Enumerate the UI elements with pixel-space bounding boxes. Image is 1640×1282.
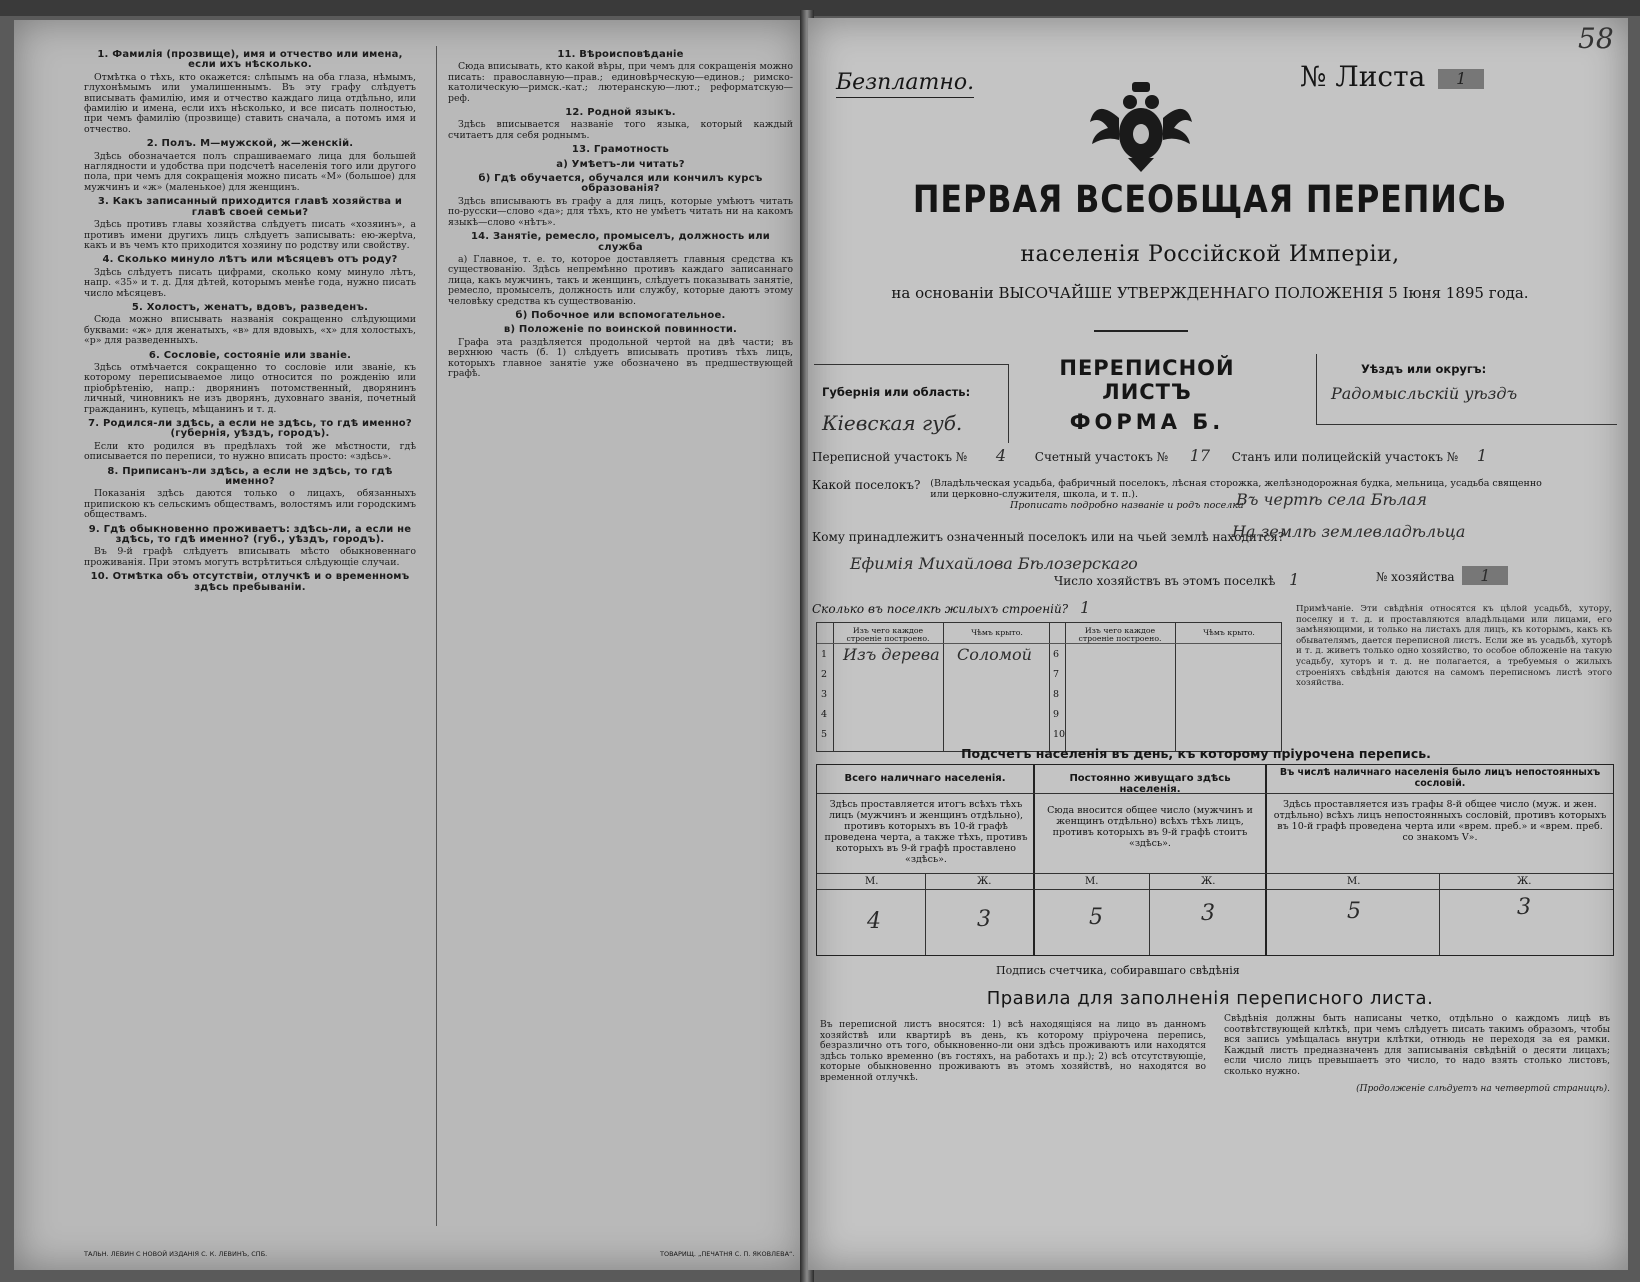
poselok-label: Какой поселокъ? (812, 478, 921, 492)
buildings-row-num: 4 (821, 709, 828, 720)
households-label: Число хозяйствъ въ этомъ поселкѣ (1054, 574, 1276, 588)
instruction-heading: 8. Приписанъ-ли здѣсь, а если не здѣсь, то гдѣ именно? (107, 465, 393, 488)
perepisnoy-label: Переписной участокъ № (812, 450, 968, 464)
buildings-row-num: 9 (1053, 709, 1060, 720)
buildings-col-material: Изъ чего каждое строеніе построено. (846, 626, 930, 643)
instruction-text: Если кто родился въ предѣлахъ той же мѣстности, гдѣ описывается по переписи, то нужно вписать просто: «здѣсь». (84, 440, 416, 463)
owner-label: Кому принадлежитъ означенный поселокъ или на чьей землѣ находится? (812, 530, 1285, 544)
transient-population-header: Въ числѣ наличнаго населенія было лицъ непостоянныхъ сословій. (1279, 767, 1601, 789)
buildings-label: Сколько въ поселкѣ жилыхъ строеній? (812, 602, 1069, 616)
gubernia-box (814, 364, 1009, 443)
instruction-heading: 13. Грамотность (571, 144, 670, 156)
sheet-number-label: № Листа (1300, 60, 1426, 93)
poselok-hint: (Владѣльческая усадьба, фабричный поселокъ, лѣсная сторожка, желѣзнодорожная будка, мельница, усадьба священно или церковно-служителя, школа, и т. п.). (930, 478, 1542, 500)
uezd-label: Уѣздъ или округъ: (1361, 362, 1487, 376)
stan-label: Станъ или полицейскій участокъ № (1231, 450, 1459, 464)
building-roof-value: Соломой (957, 645, 1032, 664)
uezd-value: Радомысльскій уѣздъ (1331, 384, 1518, 403)
sheet-number-value: 1 (1438, 69, 1484, 89)
footer-left: ТАЛЬН. ЛЕВИН С НОВОЙ ИЗДАНІЯ С. К. ЛЕВИНЪ, СПБ. (84, 1250, 268, 1258)
population-count-title: Подсчетъ населенія въ день, къ которому пріурочена перепись. (961, 746, 1431, 761)
female-label: Ж. (1517, 876, 1532, 887)
poselok-value: Въ чертѣ села Бѣлая (1236, 490, 1427, 509)
instruction-heading: 3. Какъ записанный приходится главѣ хозяйства и главѣ своей семьи? (97, 196, 403, 218)
instruction-text: а) Главное, т. е. то, которое доставляетъ главныя средства къ существованію. Здѣсь непремѣнно противъ каждаго записаннаго лица, какъ мужчинъ, такъ и женщинъ, слѣдуетъ показывать занятіе, ремесло, промыселъ, должность или службу, которые даютъ этому человѣку средства къ существованію. (448, 253, 793, 307)
instruction-heading: 5. Холостъ, женатъ, вдовъ, разведенъ. (131, 301, 369, 313)
instruction-heading: 7. Родился-ли здѣсь, а если не здѣсь, то гдѣ именно? (губернія, уѣздъ, городъ). (88, 418, 412, 440)
buildings-col-roof: Чѣмъ крыто. (971, 628, 1023, 637)
buildings-row-num: 2 (821, 669, 828, 680)
census-basis: на основаніи ВЫСОЧАЙШЕ УТВЕРЖДЕННАГО ПОЛОЖЕНІЯ 5 Іюня 1895 года. (891, 284, 1529, 302)
instruction-text: Сюда вписывать, кто какой вѣры, при чемъ для сокращенія можно писать: православную—прав.; единовѣрческую—единов.; римско-католическую—римск.-кат.; лютеранскую—лют.; реформатскую—реф. (448, 61, 793, 104)
instruction-text: Здѣсь вписываютъ въ графу а для лицъ, которые умѣютъ читать по-русски—слово «да»; для тѣхъ, кто не умѣетъ читать ни на какомъ языкѣ—слово «нѣтъ». (448, 195, 793, 228)
title-separator (1094, 330, 1188, 332)
enumerator-signature: Подпись счетчика, собиравшаго свѣдѣнія (996, 964, 1240, 977)
instruction-text: Графа эта раздѣляется продольной чертой на двѣ части; въ верхнюю часть (б. 1) слѣдуетъ вписывать противъ тѣхъ лицъ, которыхъ главное занятіе уже обозначено въ предшествующей графѣ. (448, 336, 793, 379)
continuation-note: (Продолженіе слѣдуетъ на четвертой страницѣ). (1356, 1083, 1610, 1094)
transient-population-desc: Здѣсь проставляется изъ графы 8-й общее число (муж. и жен. отдѣльно) всѣхъ лицъ непостоянныхъ сословій, противъ которыхъ въ 10-й графѣ проведена черта или «врем. преб.» и «врем. преб. со знакомъ V». (1273, 799, 1607, 843)
page-number-handwritten: 58 (1578, 22, 1614, 55)
male-label: М. (1085, 876, 1099, 887)
population-table (816, 764, 1614, 956)
district-row (812, 446, 1502, 465)
form-title-line1: ПЕРЕПИСНОЙ ЛИСТЪ (1059, 356, 1235, 404)
household-number-value: 1 (1462, 566, 1508, 585)
building-material-value: Изъ дерева (843, 645, 940, 664)
census-subtitle: населенія Россійской Имперіи, (1020, 242, 1400, 267)
transient-female-value: 3 (1517, 895, 1531, 920)
household-number (1376, 566, 1508, 585)
instruction-text: Показанія здѣсь даются только о лицахъ, обязанныхъ припискою къ сельскимъ обществамъ, волостямъ или городскимъ обществамъ. (84, 488, 416, 521)
instruction-heading: 11. Вѣроисповѣданіе (557, 49, 684, 60)
instruction-heading: б) Побочное или вспомогательное. (515, 309, 726, 321)
instruction-text: Въ 9-й графѣ слѣдуетъ вписывать мѣсто обыкновеннаго проживанія. При этомъ могутъ встрѣтиться слѣдующіе случаи. (84, 546, 416, 568)
total-population-header: Всего наличнаго населенія. (844, 773, 1006, 784)
female-label: Ж. (1201, 876, 1216, 887)
total-population-desc: Здѣсь проставляется итогъ всѣхъ тѣхъ лицъ (мужчинъ и женщинъ отдѣльно), противъ которыхъ въ 10-й графѣ проведена черта, а также тѣхъ, противъ которыхъ въ 9-й графѣ проставлено «здѣсь». (824, 799, 1028, 865)
resident-female-value: 3 (1201, 901, 1215, 926)
buildings-row-num: 8 (1053, 689, 1060, 700)
male-label: М. (865, 876, 879, 887)
instruction-heading: 12. Родной языкъ. (565, 107, 676, 119)
instruction-heading: а) Умѣетъ-ли читать? (556, 158, 685, 170)
buildings-col-material-2: Изъ чего каждое строеніе построено. (1078, 626, 1162, 643)
buildings-row-num: 1 (821, 649, 828, 660)
instruction-text: Здѣсь вписывается названіе того языка, который каждый считаетъ для себя роднымъ. (448, 119, 793, 141)
instruction-heading: 6. Сословіе, состояніе или званіе. (148, 349, 352, 361)
instruction-text: Отмѣтка о тѣхъ, кто окажется: слѣпымъ на оба глаза, нѣмымъ, глухонѣмымъ или умалишеннымъ. Въ эту графу слѣдуетъ вписывать фамилію, имя и отчество каждаго лица отдѣльно, или фамилію и имена, если ихъ нѣсколько, и все писать полностью, при чемъ фамилію (прозвище) ставить сначала, а потомъ имя и отчество. (84, 71, 416, 135)
rules-column-b (1224, 1014, 1610, 1250)
footer-right: ТОВАРИЩ. „ПЕЧАТНЯ С. П. ЯКОВЛЕВА“. (660, 1250, 795, 1258)
female-label: Ж. (977, 876, 992, 887)
left-column-b (448, 46, 793, 1196)
instruction-text: Здѣсь противъ главы хозяйства слѣдуетъ писать «хозяинъ», а противъ имени другихъ лицъ слѣдуетъ записывать: ею-жерtva, какъ и въ чемъ кто приходится хозяину по родству или свойству. (84, 219, 416, 251)
census-title: ПЕРВАЯ ВСЕОБЩАЯ ПЕРЕПИСЬ (912, 178, 1508, 221)
scan-top-edge (0, 0, 1640, 16)
buildings-row-num: 3 (821, 689, 828, 700)
instruction-text: Сюда можно вписывать названія сокращенно слѣдующими буквами: «ж» для женатыхъ, «в» для вдовыхъ, «х» для холостыхъ, «р» для разведенныхъ. (84, 314, 416, 347)
buildings-note: Примѣчаніе. Эти свѣдѣнія относятся къ цѣлой усадьбѣ, хутору, поселку и т. д. и проставляются владѣльцами или лицами, его замѣняющими, и только на листахъ для лицъ, къ которымъ, какъ къ обывателямъ, дается переписной листъ. Если же въ усадьбѣ, хуторѣ и т. д. живетъ только одно хозяйство, то особое обложеніе на такую усадьбу, хуторъ и т. д. не полагается, а требуемыя о жилыхъ строеніяхъ свѣдѣнія даются на самомъ переписномъ листѣ этого хозяйства. (1296, 604, 1612, 689)
instruction-heading: 14. Занятіе, ремесло, промыселъ, должность или служба (470, 231, 770, 253)
form-title-line2: ФОРМА Б. (1069, 410, 1225, 434)
instruction-heading: б) Гдѣ обучается, обучался или кончилъ курсъ образованія? (478, 173, 763, 195)
instruction-heading: в) Положеніе по воинской повинности. (503, 324, 738, 336)
buildings-row-num: 5 (821, 729, 828, 740)
buildings-table (816, 622, 1282, 752)
instruction-text: Здѣсь отмѣчается сокращенно то сословіе или званіе, къ которому переписываемое лицо относится по рожденію или пріобрѣтенію, напр.: дворянинъ потомственный, дворянинъ личный, чиновникъ не изъ дворянъ, духовнаго званія, почетный гражданинъ, купецъ, мѣщанинъ и т. д. (84, 361, 416, 415)
instruction-text: Здѣсь обозначается полъ спрашиваемаго лица для большей наглядности и удобства при подсчетѣ населенія того или другого пола, при чемъ для сокращенія можно писать «М» (большое) для мужчинъ и «ж» (маленькое) для женщинъ. (84, 150, 416, 193)
buildings-row-num: 10 (1053, 729, 1066, 740)
instruction-heading: 4. Сколько минуло лѣтъ или мѣсяцевъ отъ роду? (102, 254, 398, 266)
instruction-heading: 2. Полъ. М—мужской, ж—женскій. (146, 138, 354, 150)
total-female-value: 3 (977, 907, 991, 932)
buildings-value: 1 (1079, 598, 1091, 617)
uezd-box (1316, 354, 1617, 425)
left-column-a (84, 46, 416, 1196)
buildings-row (812, 598, 1090, 617)
rules-column-a: Въ переписной листъ вносятся: 1) всѣ находящіяся на лицо въ данномъ хозяйствѣ или квартирѣ въ день, къ которому пріурочена перепись, безразлично отъ того, обыкновенно-ли они здѣсь проживаютъ или находятся здѣсь только временно (въ гостяхъ, на работахъ и пр.); 2) всѣ отсутствующіе, которые обыкновенно проживаютъ въ этомъ хозяйствѣ, но находятся во временной отлучкѣ. (820, 1020, 1206, 1083)
resident-male-value: 5 (1089, 905, 1103, 930)
schetny-label: Счетный участокъ № (1034, 450, 1169, 464)
stan-value: 1 (1476, 446, 1488, 465)
gubernia-label: Губернія или область: (822, 385, 971, 399)
owner-value-1: На землѣ землевладѣльца (1232, 522, 1466, 541)
buildings-col-roof-2: Чѣмъ крыто. (1203, 628, 1255, 637)
perepisnoy-value: 4 (995, 446, 1007, 465)
schetny-value: 17 (1189, 446, 1211, 465)
column-divider (436, 46, 437, 1226)
resident-population-header: Постоянно живущаго здѣсь населенія. (1069, 773, 1231, 795)
male-label: М. (1347, 876, 1361, 887)
owner-value-2: Ефимія Михайлова Бѣлозерскаго (850, 554, 1138, 573)
rules-title: Правила для заполненія переписного листа. (986, 988, 1434, 1009)
settlement-row (812, 478, 1550, 500)
buildings-row-num: 6 (1053, 649, 1060, 660)
instruction-heading: 10. Отмѣтка объ отсутствіи, отлучкѣ и о временномъ здѣсь пребываніи. (90, 571, 410, 593)
transient-male-value: 5 (1347, 899, 1361, 924)
household-number-label: № хозяйства (1376, 570, 1455, 584)
resident-population-desc: Сюда вносится общее число (мужчинъ и женщинъ отдѣльно) всѣхъ тѣхъ лицъ, противъ которыхъ въ 9-й графѣ стоитъ «здѣсь». (1047, 805, 1253, 849)
households-row (1054, 570, 1299, 589)
rules-column-b-text: Свѣдѣнія должны быть написаны четко, отдѣльно о каждомъ лицѣ въ соотвѣтствующей клѣткѣ, при чемъ слѣдуетъ писать такимъ образомъ, чтобы вся запись умѣщалась внутри клѣтки, отнюдь не переходя за ея рамки. Каждый листъ предназначенъ для записыванія свѣдѣній о десяти лицахъ; если число лицъ превышаетъ это число, то надо взять столько листовъ, сколько нужно. (1224, 1014, 1610, 1077)
instruction-heading: 1. Фамилія (прозвище), имя и отчество или имена, если ихъ нѣсколько. (97, 49, 403, 71)
poselok-hint2: Прописать подробно названіе и родъ поселка (1010, 500, 1244, 511)
instruction-heading: 9. Гдѣ обыкновенно проживаетъ: здѣсь-ли, а если не здѣсь, то гдѣ именно? (губ., уѣздъ, городъ). (88, 523, 412, 546)
double-headed-eagle-emblem (1086, 78, 1196, 174)
instruction-text: Здѣсь слѣдуетъ писать цифрами, сколько кому минуло лѣтъ, напр. «35» и т. д. Для дѣтей, которымъ менѣе года, нужно писать число мѣсяцевъ. (84, 266, 416, 299)
buildings-row-num: 7 (1053, 669, 1060, 680)
free-label: Безплатно. (836, 70, 974, 98)
total-male-value: 4 (867, 909, 881, 934)
form-title (1012, 356, 1282, 434)
gubernia-value: Кіевская губ. (822, 411, 963, 435)
households-value: 1 (1289, 570, 1300, 589)
sheet-number (1300, 60, 1484, 93)
